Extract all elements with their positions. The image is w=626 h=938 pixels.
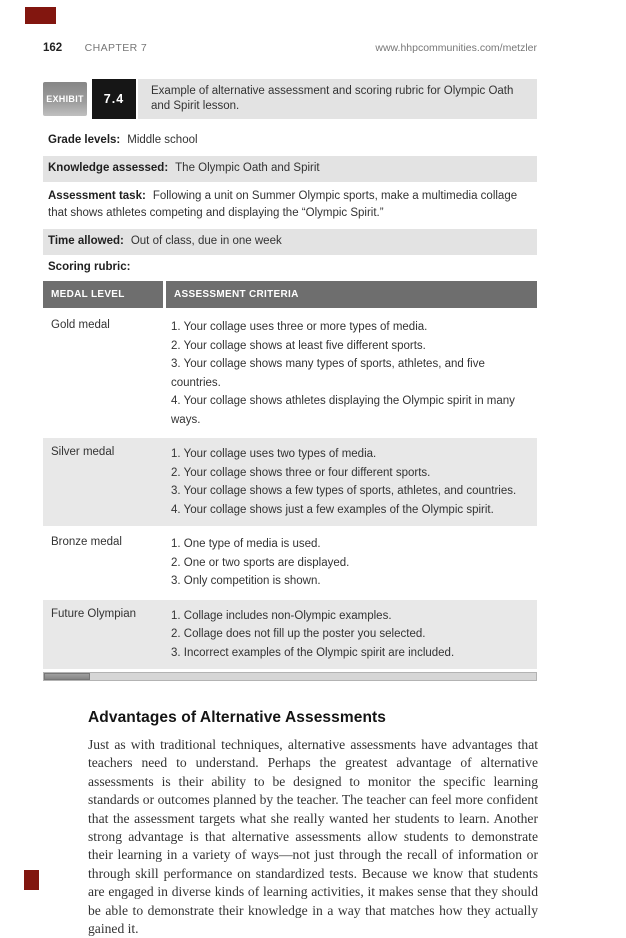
- advantages-section: [88, 709, 538, 938]
- detail-value: The Olympic Oath and Spirit: [175, 162, 320, 174]
- medal-level: Bronze medal: [51, 536, 122, 548]
- column-header-assessment-criteria: ASSESSMENT CRITERIA: [166, 281, 537, 308]
- section-heading: Advantages of Alternative Assessments: [88, 709, 387, 726]
- page-header-left: [43, 38, 147, 56]
- criteria-item: 4. Your collage shows just a few examples of the Olympic spirit.: [171, 503, 494, 516]
- rubric-header-row: [43, 281, 537, 308]
- detail-row-3: [43, 229, 537, 255]
- rubric-table: [43, 281, 537, 669]
- exhibit-details: [43, 129, 537, 255]
- detail-label: Time allowed:: [48, 235, 124, 247]
- exhibit-badge: EXHIBIT: [43, 82, 87, 116]
- criteria-item: 1. Your collage uses two types of media.: [171, 448, 377, 460]
- criteria-item: 3. Only competition is shown.: [171, 575, 321, 587]
- criteria-item: 2. Your collage shows at least five different sports.: [171, 339, 426, 352]
- red-marker-top: [25, 7, 56, 24]
- criteria-item: 1. Your collage uses three or more types of media.: [171, 321, 428, 333]
- scrollbar-thumb[interactable]: [44, 673, 90, 680]
- exhibit-banner: [43, 79, 537, 119]
- detail-row-2: [43, 185, 537, 226]
- rubric-row-gold-medal: [43, 311, 537, 436]
- rubric-body: [43, 311, 537, 669]
- criteria-list: [166, 528, 537, 598]
- exhibit-caption: [138, 79, 537, 119]
- criteria-item: 2. Collage does not fill up the poster you selected.: [171, 628, 426, 640]
- criteria-item: 2. One or two sports are displayed.: [171, 556, 350, 569]
- criteria-item: 4. Your collage shows athletes displaying the Olympic spirit in many ways.: [171, 395, 515, 426]
- criteria-item: 3. Your collage shows many types of sports, athletes, and five countries.: [171, 358, 485, 389]
- detail-row-1: [43, 156, 537, 182]
- exhibit-number: 7.4: [92, 79, 136, 119]
- criteria-list: [166, 438, 537, 526]
- rubric-row-future-olympian: [43, 600, 537, 670]
- exhibit-caption-text: Example of alternative assessment and scoring rubric for Olympic Oath and Spirit lesson.: [151, 85, 514, 112]
- detail-value: Following a unit on Summer Olympic sports, make a multimedia collage that shows athletes competing and displaying the “Olympic Spirit.”: [48, 190, 518, 219]
- criteria-item: 1. Collage includes non-Olympic examples.: [171, 609, 392, 622]
- criteria-item: 1. One type of media is used.: [171, 538, 321, 550]
- detail-row-0: [43, 129, 537, 153]
- rubric-row-bronze-medal: [43, 528, 537, 598]
- detail-label: Knowledge assessed:: [48, 162, 169, 174]
- chapter-label: CHAPTER 7: [84, 42, 148, 54]
- criteria-item: 2. Your collage shows three or four different sports.: [171, 466, 431, 479]
- companion-url: www.hhpcommunities.com/metzler: [375, 42, 537, 54]
- rubric-row-silver-medal: [43, 438, 537, 526]
- criteria-list: [166, 600, 537, 670]
- column-header-medal-level: MEDAL LEVEL: [43, 281, 163, 308]
- scoring-rubric-label: Scoring rubric:: [48, 261, 131, 273]
- detail-value: Out of class, due in one week: [130, 235, 282, 247]
- criteria-item: 3. Incorrect examples of the Olympic spirit are included.: [171, 646, 455, 659]
- detail-value: Middle school: [127, 134, 198, 146]
- criteria-list: [166, 311, 537, 436]
- medal-level: Silver medal: [51, 446, 115, 458]
- medal-level: Gold medal: [51, 319, 110, 331]
- criteria-item: 3. Your collage shows a few types of sports, athletes, and countries.: [171, 485, 517, 497]
- medal-level: Future Olympian: [51, 607, 137, 620]
- red-marker-bottom: [24, 870, 39, 890]
- detail-label: Grade levels:: [48, 134, 121, 146]
- detail-label: Assessment task:: [48, 190, 146, 202]
- page-header: [43, 38, 537, 56]
- page-number: 162: [43, 42, 63, 54]
- horizontal-scrollbar[interactable]: [43, 672, 537, 681]
- section-body-paragraph: Just as with traditional techniques, alternative assessments have advantages that teachers need to understand. Perhaps the greatest advantage of alternative assessments is their ability to be designed to monitor the specific learning standards or outcomes planned by the teacher. The teacher can feel more confident that the assessment targets what she really wanted her students to learn. Another strong advantage is that alternative assessments allow students to demonstrate their learning in a variety of ways—not just through the recall of information or through skill performance on standardized tests. Because we know that students are engaged in diverse kinds of learning activities, it makes sense that they should be able to demonstrate their knowledge in a way that matches how they actually gained it.: [88, 737, 538, 937]
